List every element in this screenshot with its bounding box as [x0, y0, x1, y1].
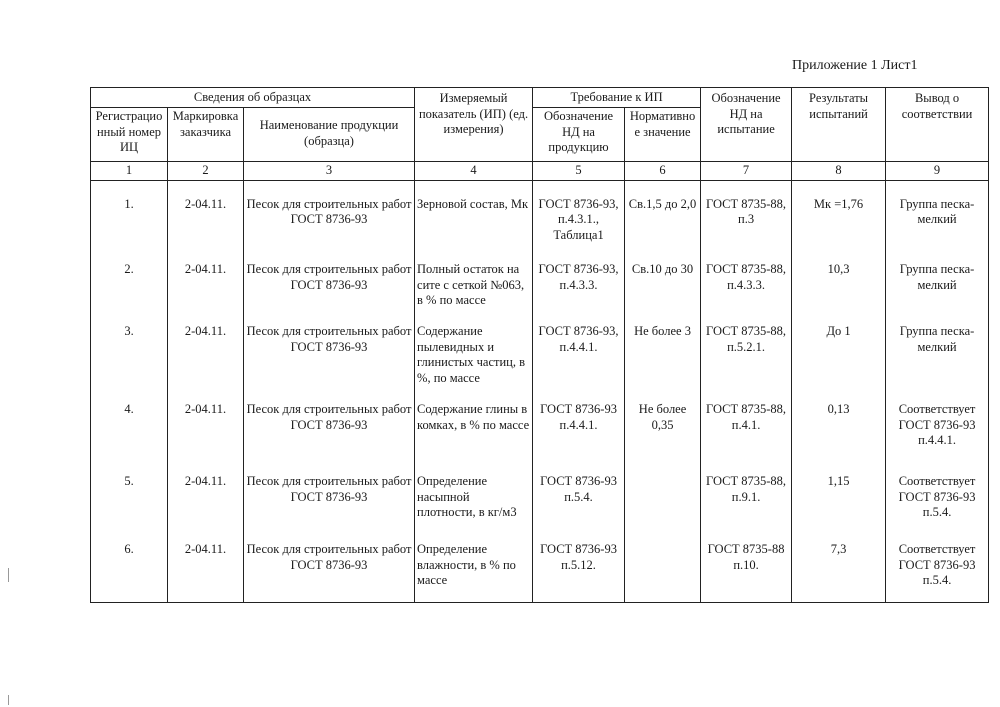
nd-product-cell: ГОСТ 8736-93, п.4.3.3.: [533, 248, 625, 310]
col-header-nd-product: Обозначение НД на продукцию: [533, 108, 625, 162]
nd-product-cell: ГОСТ 8736-93, п.4.3.1., Таблица1: [533, 180, 625, 248]
product-cell: Песок для строительных работ ГОСТ 8736-93: [244, 180, 415, 248]
norm-value-cell: Не более 0,35: [625, 388, 701, 460]
requirement-group-header: Требование к ИП: [533, 88, 701, 108]
nd-test-cell: ГОСТ 8735-88, п.5.2.1.: [701, 310, 792, 388]
scan-artifact-mark: [8, 695, 9, 705]
samples-group-header: Сведения об образцах: [91, 88, 415, 108]
result-cell: 0,13: [792, 388, 886, 460]
customer-mark-cell: 2-04.11.: [168, 388, 244, 460]
customer-mark-cell: 2-04.11.: [168, 248, 244, 310]
nd-product-cell: ГОСТ 8736-93, п.4.4.1.: [533, 310, 625, 388]
col-header-indicator: Измеряемый показатель (ИП) (ед. измерения): [415, 88, 533, 162]
table-row: [91, 460, 989, 528]
indicator-cell: Определение насыпной плотности, в кг/м3: [415, 460, 533, 528]
nd-product-cell: ГОСТ 8736-93 п.5.12.: [533, 528, 625, 603]
norm-value-cell: [625, 528, 701, 603]
nd-test-cell: ГОСТ 8735-88, п.4.3.3.: [701, 248, 792, 310]
col-header-norm-value: Нормативно е значение: [625, 108, 701, 162]
table-row: [91, 310, 989, 388]
result-cell: Мк =1,76: [792, 180, 886, 248]
norm-value-cell: Не более 3: [625, 310, 701, 388]
norm-value-cell: Св.1,5 до 2,0: [625, 180, 701, 248]
customer-mark-cell: 2-04.11.: [168, 180, 244, 248]
reg-number-cell: 1.: [91, 180, 168, 248]
product-cell: Песок для строительных работ ГОСТ 8736-93: [244, 310, 415, 388]
col-header-result: Результаты испытаний: [792, 88, 886, 162]
nd-test-cell: ГОСТ 8735-88 п.10.: [701, 528, 792, 603]
reg-number-cell: 4.: [91, 388, 168, 460]
indicator-cell: Полный остаток на сите с сеткой №063, в % по массе: [415, 248, 533, 310]
col-number: 6: [625, 162, 701, 181]
table-row: [91, 180, 989, 248]
product-cell: Песок для строительных работ ГОСТ 8736-93: [244, 528, 415, 603]
nd-test-cell: ГОСТ 8735-88, п.9.1.: [701, 460, 792, 528]
col-number: 3: [244, 162, 415, 181]
table-row: [91, 528, 989, 603]
conclusion-cell: Группа песка- мелкий: [886, 248, 989, 310]
col-header-nd-test: Обозначение НД на испытание: [701, 88, 792, 162]
reg-number-cell: 3.: [91, 310, 168, 388]
nd-test-cell: ГОСТ 8735-88, п.3: [701, 180, 792, 248]
indicator-cell: Определение влажности, в % по массе: [415, 528, 533, 603]
nd-test-cell: ГОСТ 8735-88, п.4.1.: [701, 388, 792, 460]
nd-product-cell: ГОСТ 8736-93 п.5.4.: [533, 460, 625, 528]
appendix-sheet-note: Приложение 1 Лист1: [792, 58, 918, 73]
table-row: [91, 388, 989, 460]
customer-mark-cell: 2-04.11.: [168, 528, 244, 603]
indicator-cell: Содержание пылевидных и глинистых частиц, в %, по массе: [415, 310, 533, 388]
col-number: 4: [415, 162, 533, 181]
scan-artifact-mark: [8, 568, 9, 582]
col-number: 8: [792, 162, 886, 181]
conclusion-cell: Группа песка- мелкий: [886, 310, 989, 388]
norm-value-cell: Св.10 до 30: [625, 248, 701, 310]
reg-number-cell: 5.: [91, 460, 168, 528]
col-header-product-name: Наименование продукции (образца): [244, 108, 415, 162]
conclusion-cell: Соответствует ГОСТ 8736-93 п.4.4.1.: [886, 388, 989, 460]
col-number: 5: [533, 162, 625, 181]
indicator-cell: Зерновой состав, Мк: [415, 180, 533, 248]
col-number: 7: [701, 162, 792, 181]
reg-number-cell: 2.: [91, 248, 168, 310]
test-results-table: [90, 87, 989, 603]
result-cell: До 1: [792, 310, 886, 388]
product-cell: Песок для строительных работ ГОСТ 8736-93: [244, 460, 415, 528]
result-cell: 7,3: [792, 528, 886, 603]
product-cell: Песок для строительных работ ГОСТ 8736-93: [244, 388, 415, 460]
col-header-customer-mark: Маркировка заказчика: [168, 108, 244, 162]
conclusion-cell: Соответствует ГОСТ 8736-93 п.5.4.: [886, 460, 989, 528]
col-number: 2: [168, 162, 244, 181]
customer-mark-cell: 2-04.11.: [168, 460, 244, 528]
result-cell: 10,3: [792, 248, 886, 310]
reg-number-cell: 6.: [91, 528, 168, 603]
nd-product-cell: ГОСТ 8736-93 п.4.4.1.: [533, 388, 625, 460]
conclusion-cell: Группа песка- мелкий: [886, 180, 989, 248]
norm-value-cell: [625, 460, 701, 528]
table-row: [91, 248, 989, 310]
conclusion-cell: Соответствует ГОСТ 8736-93 п.5.4.: [886, 528, 989, 603]
col-header-reg-number: Регистрацио нный номер ИЦ: [91, 108, 168, 162]
indicator-cell: Содержание глины в комках, в % по массе: [415, 388, 533, 460]
customer-mark-cell: 2-04.11.: [168, 310, 244, 388]
col-header-conclusion: Вывод о соответствии: [886, 88, 989, 162]
result-cell: 1,15: [792, 460, 886, 528]
col-number: 9: [886, 162, 989, 181]
col-number: 1: [91, 162, 168, 181]
product-cell: Песок для строительных работ ГОСТ 8736-93: [244, 248, 415, 310]
